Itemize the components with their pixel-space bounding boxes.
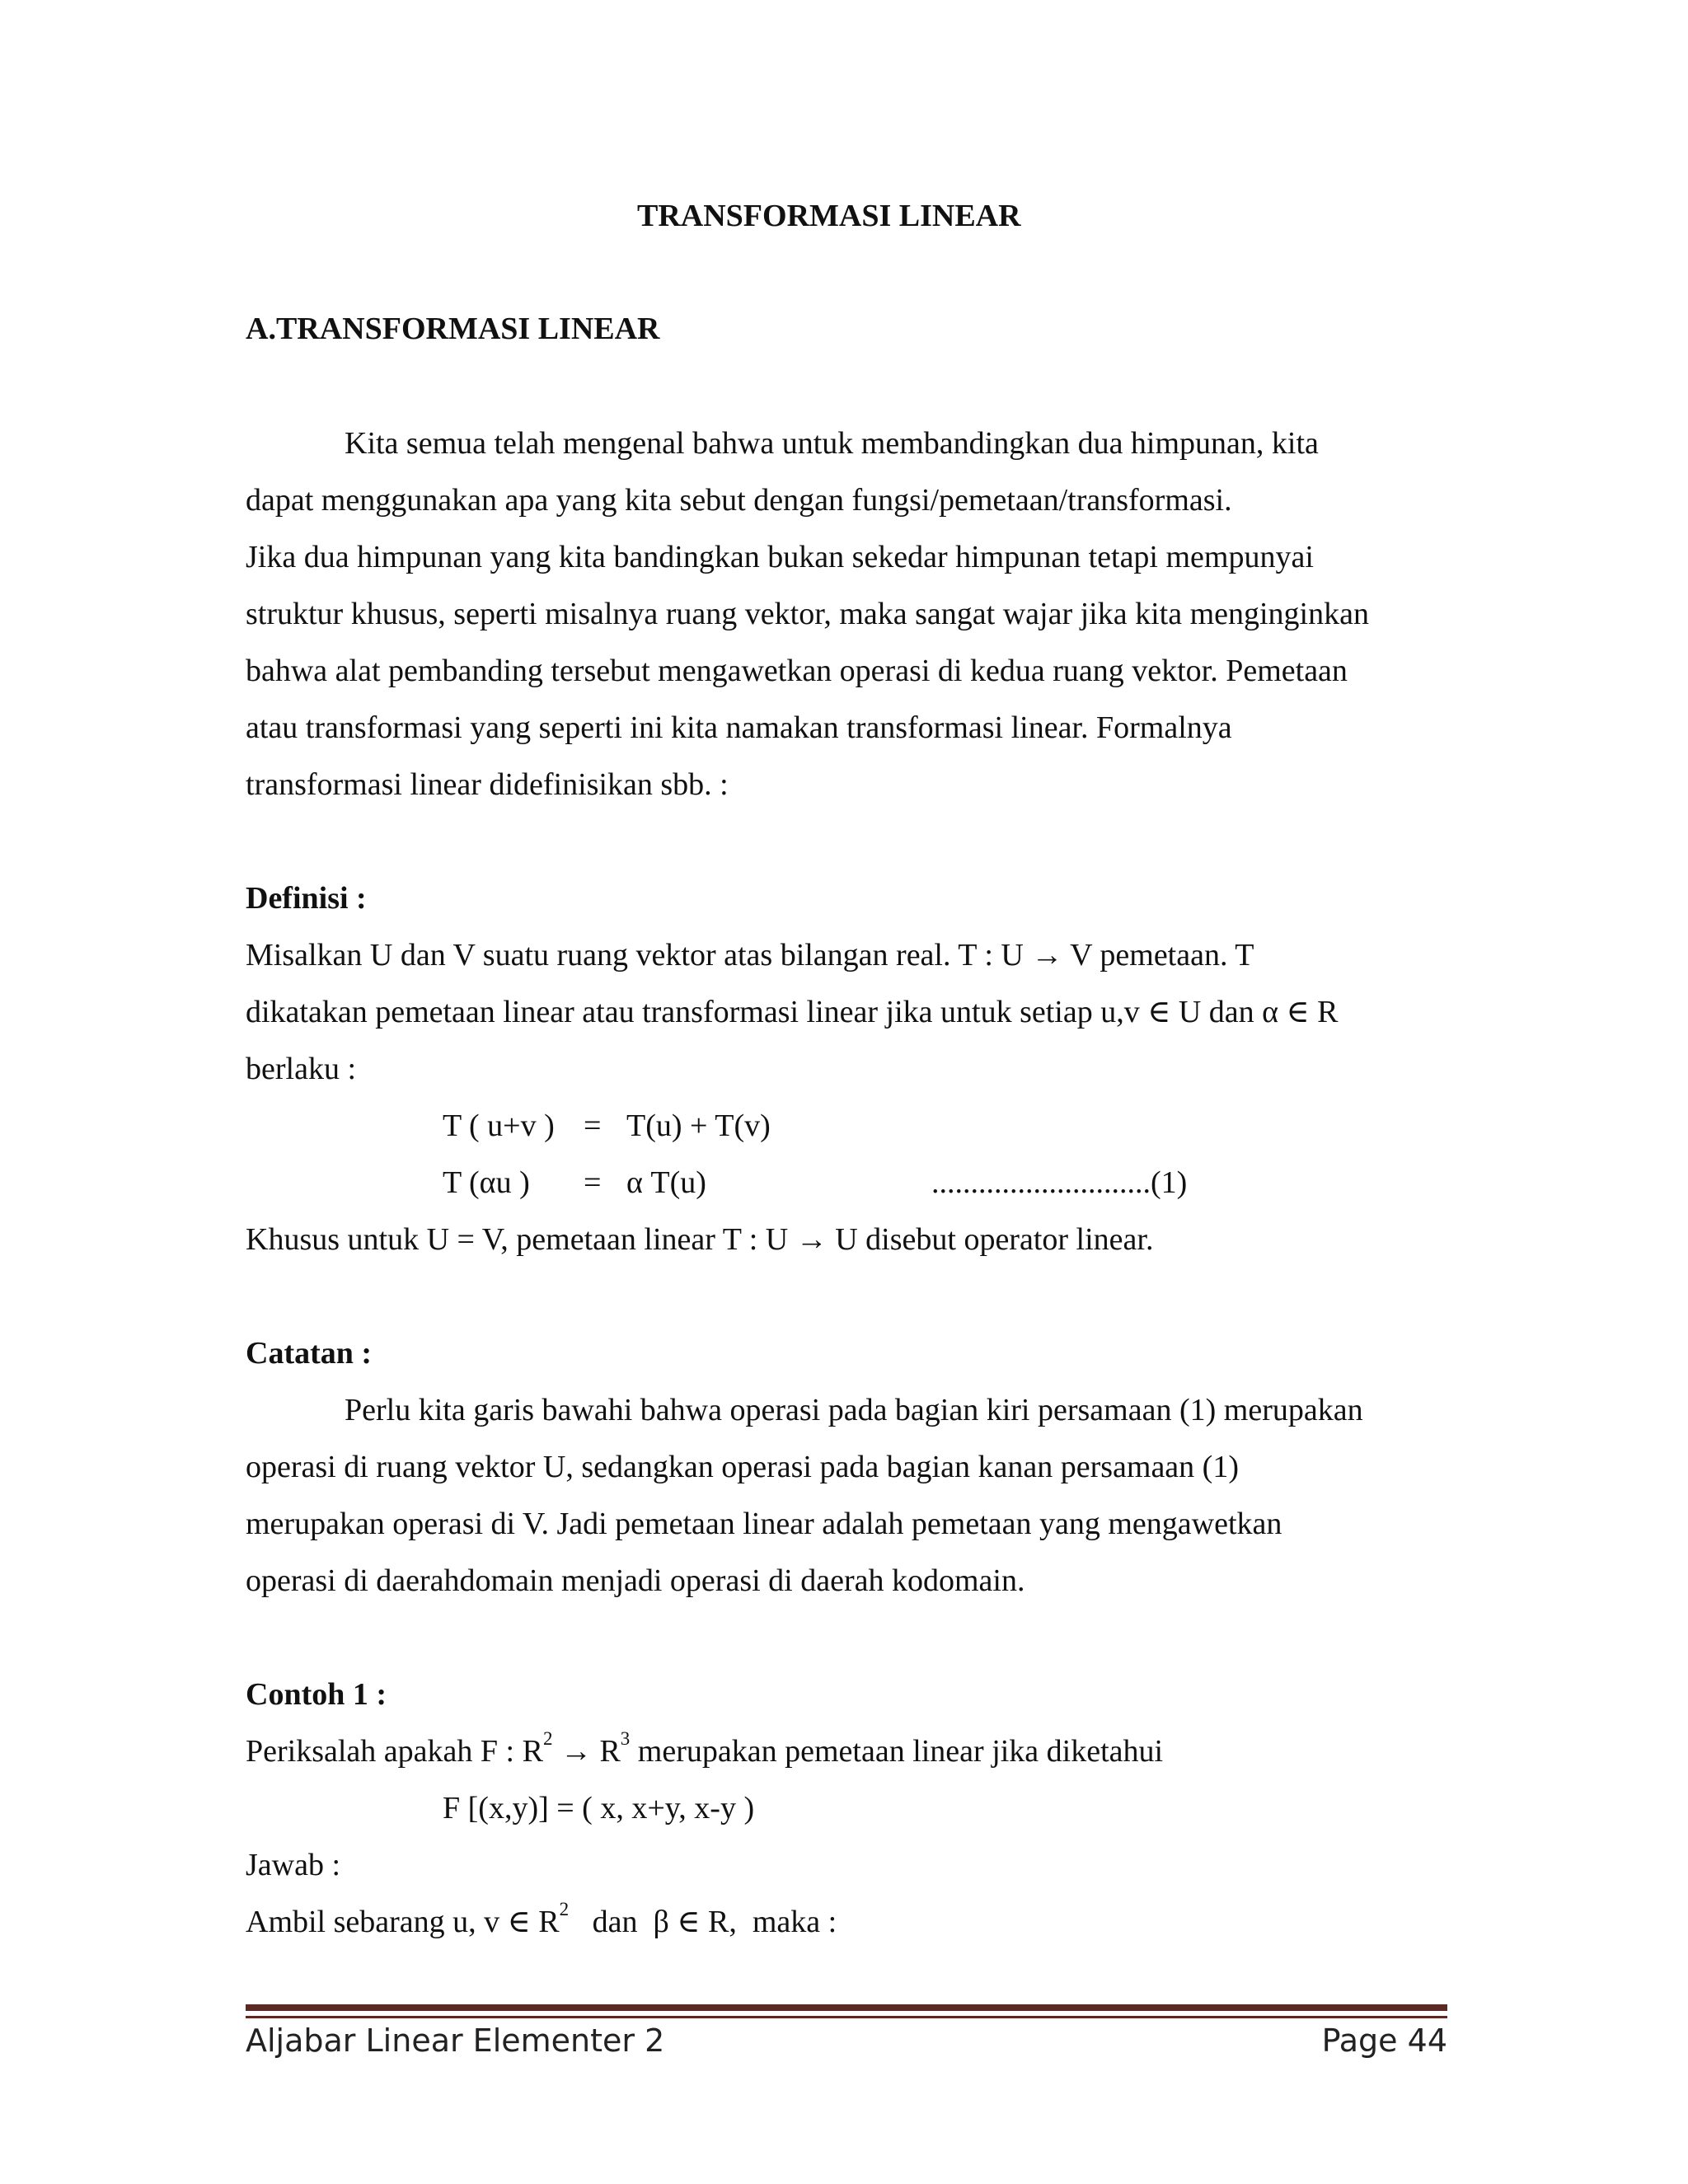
superscript: 2	[542, 1728, 553, 1750]
intro-line: struktur khusus, seperti misalnya ruang vektor, maka sangat wajar jika kita menginginkan	[246, 597, 1369, 631]
problem-text: merupakan pemetaan linear jika diketahui	[630, 1734, 1164, 1769]
page-title: TRANSFORMASI LINEAR	[637, 199, 1021, 233]
definition-heading: Definisi :	[246, 881, 367, 916]
intro-line: dapat menggunakan apa yang kita sebut dengan fungsi/pemetaan/transformasi.	[246, 483, 1232, 518]
problem-text: Periksalah apakah F : R	[246, 1734, 543, 1769]
example-heading: Contoh 1 :	[246, 1677, 387, 1712]
intro-line: transformasi linear didefinisikan sbb. :	[246, 767, 729, 802]
note-line: operasi di ruang vektor U, sedangkan operasi pada bagian kanan persamaan (1)	[246, 1450, 1239, 1484]
section-heading: A.TRANSFORMASI LINEAR	[246, 312, 660, 346]
superscript: 2	[559, 1899, 570, 1920]
definition-line: dikatakan pemetaan linear atau transformasi linear jika untuk setiap u,v ∈ U dan α ∈ R	[246, 995, 1339, 1029]
footer-page-number: Page 44	[1321, 2022, 1447, 2059]
answer-line	[246, 1899, 837, 1941]
footer-rule-thick	[246, 2004, 1447, 2011]
equation-lhs: T ( u+v )	[443, 1108, 555, 1143]
equation-equals: =	[584, 1108, 602, 1143]
problem-text: → R	[552, 1734, 621, 1769]
equation-rhs: α T(u)	[626, 1165, 706, 1200]
answer-text: Ambil sebarang u, v ∈ R	[246, 1905, 560, 1939]
note-line: operasi di daerahdomain menjadi operasi di daerah kodomain.	[246, 1563, 1025, 1598]
superscript: 3	[620, 1728, 631, 1750]
note-heading: Catatan :	[246, 1336, 373, 1371]
footer-book-title: Aljabar Linear Elementer 2	[246, 2022, 665, 2059]
intro-line: Jika dua himpunan yang kita bandingkan bukan sekedar himpunan tetapi mempunyai	[246, 540, 1314, 574]
intro-line: Kita semua telah mengenal bahwa untuk membandingkan dua himpunan, kita	[345, 426, 1319, 461]
answer-text: dan β ∈ R, maka :	[569, 1905, 837, 1939]
special-case-line: Khusus untuk U = V, pemetaan linear T : U → U disebut operator linear.	[246, 1222, 1154, 1257]
intro-line: bahwa alat pembanding tersebut mengawetkan operasi di kedua ruang vektor. Pemetaan	[246, 654, 1348, 688]
equation-label: ............................(1)	[931, 1165, 1188, 1200]
example-problem-line	[246, 1728, 1164, 1770]
definition-line: berlaku :	[246, 1052, 357, 1086]
note-line: merupakan operasi di V. Jadi pemetaan linear adalah pemetaan yang mengawetkan	[246, 1507, 1282, 1541]
note-line: Perlu kita garis bawahi bahwa operasi pada bagian kiri persamaan (1) merupakan	[345, 1393, 1363, 1427]
function-definition: F [(x,y)] = ( x, x+y, x-y )	[443, 1791, 755, 1825]
answer-label: Jawab :	[246, 1848, 341, 1882]
equation-rhs: T(u) + T(v)	[626, 1108, 771, 1143]
definition-line: Misalkan U dan V suatu ruang vektor atas bilangan real. T : U → V pemetaan. T	[246, 938, 1254, 972]
equation-lhs: T (αu )	[443, 1165, 530, 1200]
equation-equals: =	[584, 1165, 602, 1200]
intro-line: atau transformasi yang seperti ini kita namakan transformasi linear. Formalnya	[246, 710, 1232, 745]
